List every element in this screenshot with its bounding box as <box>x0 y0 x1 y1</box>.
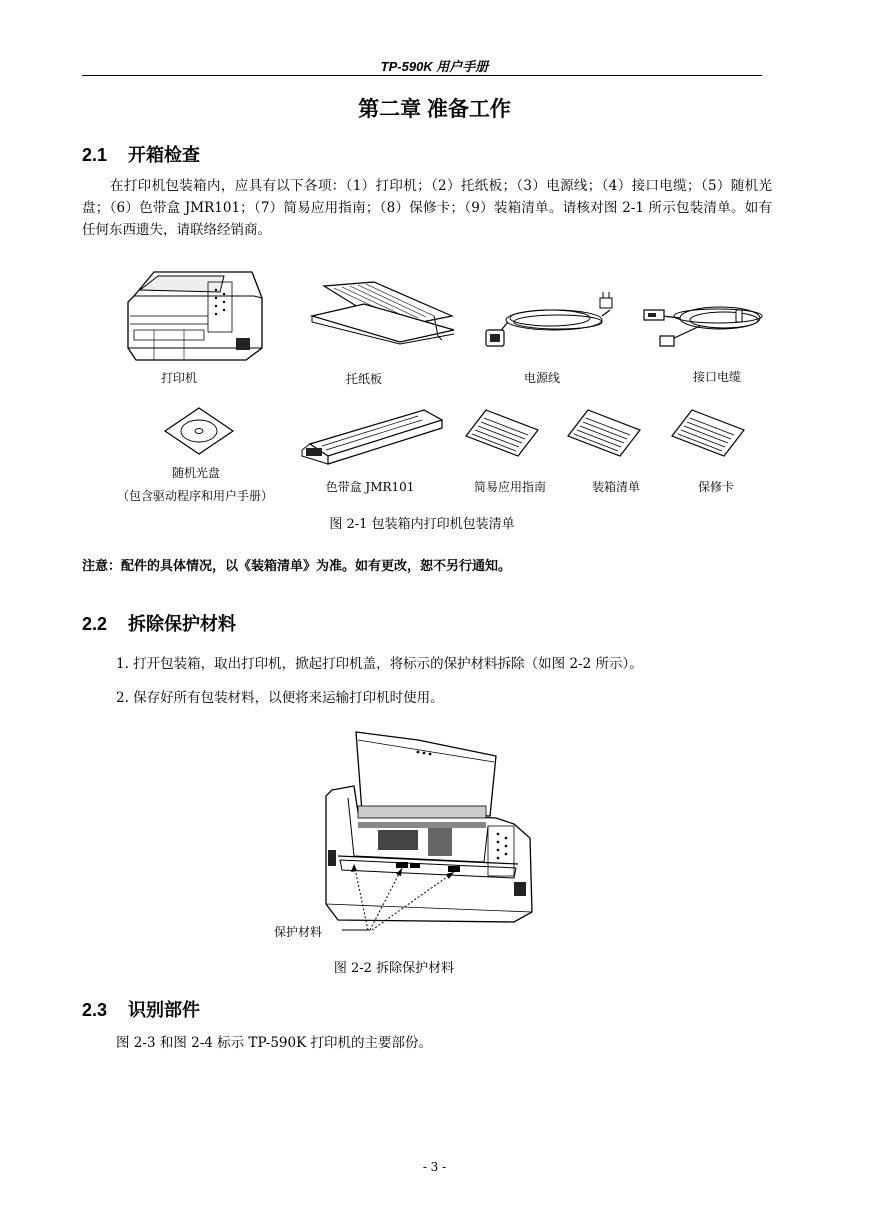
page-number: - 3 - <box>422 1160 447 1174</box>
paper-tray-illustration <box>304 280 460 344</box>
warranty-card-illustration <box>670 408 746 458</box>
section-heading-2-3 <box>82 996 200 1022</box>
label-paper-tray: 托纸板 <box>345 372 382 386</box>
step-2: 2. 保存好所有包装材料，以便将来运输打印机时使用。 <box>116 690 444 706</box>
label-interface-cable: 接口电缆 <box>692 370 741 384</box>
label-printer: 打印机 <box>160 371 197 385</box>
section-title: 开箱检查 <box>128 145 200 165</box>
label-cd: 随机光盘 <box>171 466 220 480</box>
label-ribbon-cartridge: 色带盒 JMR101 <box>325 480 415 494</box>
label-cd-contents: （包含驱动程序和用户手册） <box>116 489 273 503</box>
chapter-title: 第二章 准备工作 <box>358 98 511 121</box>
header-rule <box>82 75 762 76</box>
running-header: TP-590K 用户手册 <box>380 59 489 74</box>
section-number: 2.1 <box>82 145 108 165</box>
figure-2-1-caption: 图 2-1 包装箱内打印机包装清单 <box>329 517 515 532</box>
label-packing-list: 装箱清单 <box>591 480 640 494</box>
power-cord-illustration <box>484 290 620 350</box>
section-number: 2.3 <box>82 1000 108 1020</box>
unpack-paragraph: 在打印机包装箱内，应具有以下各项：（1）打印机；（2）托纸板；（3）电源线；（4）接口电缆；（5）随机光盘；（6）色带盒 JMR101；（7）简易应用指南；（8）保修卡；（9）装箱清单。请核对图 2-1 所示包装清单。如有任何东西遗失，请联络经销商。 <box>82 178 772 238</box>
parts-paragraph: 图 2-3 和图 2-4 标示 TP-590K 打印机的主要部份。 <box>116 1035 432 1051</box>
quick-guide-illustration <box>464 408 540 458</box>
cd-illustration <box>163 406 235 456</box>
packing-list-illustration <box>566 408 642 458</box>
label-power-cord: 电源线 <box>523 371 560 385</box>
section-heading-2-2 <box>82 610 236 636</box>
note: 注意：配件的具体情况，以《装箱清单》为准。如有更改，恕不另行通知。 <box>82 559 512 574</box>
interface-cable-illustration <box>640 292 776 348</box>
section-title: 识别部件 <box>128 1000 200 1020</box>
ribbon-cartridge-illustration <box>298 404 446 468</box>
printer-illustration <box>124 268 266 364</box>
label-warranty-card: 保修卡 <box>697 480 734 494</box>
section-number: 2.2 <box>82 614 108 634</box>
section-title: 拆除保护材料 <box>128 614 236 634</box>
section-heading-2-1 <box>82 141 200 167</box>
label-quick-guide: 简易应用指南 <box>473 480 546 494</box>
figure-2-2-caption: 图 2-2 拆除保护材料 <box>333 961 455 976</box>
open-printer-illustration <box>318 726 548 926</box>
step-1: 1. 打开包装箱，取出打印机，掀起打印机盖，将标示的保护材料拆除（如图 2-2 所示）。 <box>116 656 643 672</box>
protective-material-label: 保护材料 <box>274 925 323 939</box>
